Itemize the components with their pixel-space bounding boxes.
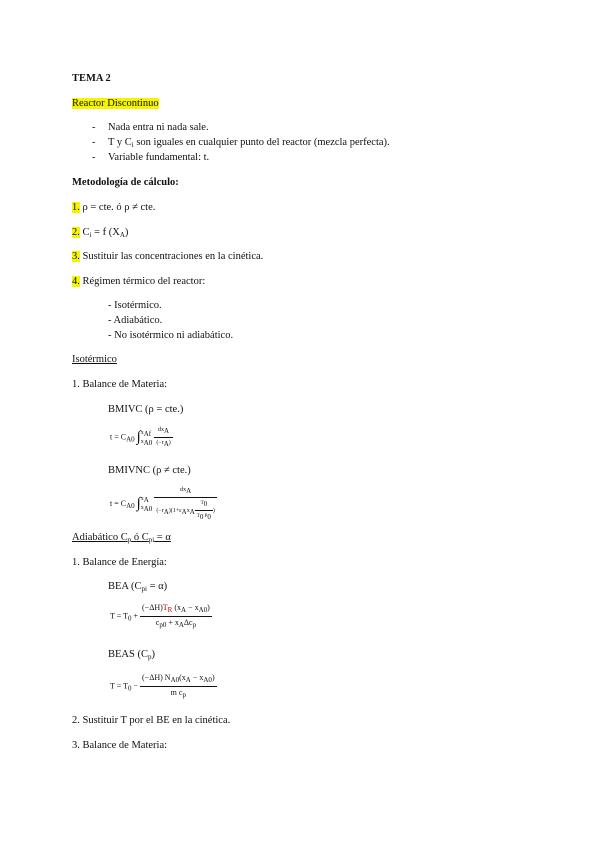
adiabatico-item-2: 2. Sustituir T por el BE en la cinética. xyxy=(72,715,231,726)
bmivnc-label: BMIVNC (ρ ≠ cte.) xyxy=(108,465,191,476)
section-heading-method: Metodología de cálculo: xyxy=(72,177,179,188)
adiabatico-item-3: 3. Balance de Materia: xyxy=(72,740,168,751)
regime-item: - Isotérmico. xyxy=(108,300,162,311)
bmivnc-formula: $t = C_{A0}$ $\int x_A$ $x_{A0}$ $dx_A$ $(-r_A)(1+\varepsilon_Ax_A$ $\frac{T_0}{T_0 P_0}$ ) xyxy=(110,487,215,521)
section-heading-isotermico: Isotérmico xyxy=(72,354,117,365)
list-item: - xyxy=(92,137,96,148)
section-heading-adiabatico: Adiabático $C_p$ ó $C_{pi} = \alpha$ xyxy=(72,532,171,544)
list-item: Variable fundamental: t. xyxy=(108,152,210,163)
method-step-4: 4. Régimen térmico del reactor: xyxy=(72,276,206,287)
bea-label: BEA $(C_{pi} = \alpha)$ xyxy=(108,581,168,593)
method-step-3: 3. Sustituir las concentraciones en la cinética. xyxy=(72,251,264,262)
adiabatico-item-1: 1. Balance de Energía: xyxy=(72,557,167,568)
beas-formula: $T = T_0$ − $\frac{(-\Delta H) N_{A0}(x_A - x_{A0})}{m c_p}$ xyxy=(110,673,215,699)
list-item: T y $C_i$ son iguales en cualquier punto del reactor (mezcla perfecta). xyxy=(108,137,390,149)
method-step-1: 1. ρ = cte. ó ρ ≠ cte. xyxy=(72,202,156,213)
list-item: - xyxy=(92,152,96,163)
section-heading-reactor: Reactor Discontinuo xyxy=(72,98,159,109)
regime-item: - Adiabático. xyxy=(108,315,163,326)
beas-label: BEAS $(C_p)$ xyxy=(108,649,155,661)
list-item: Nada entra ni nada sale. xyxy=(108,122,209,133)
isotermico-item-1: 1. Balance de Materia: xyxy=(72,379,168,390)
bmivc-formula: $t = C_{A0}$ $\int x_{Af}$ $x_{A0}$ $\frac{dx_A}{(-r_A)}$ xyxy=(110,427,171,448)
list-item: - xyxy=(92,122,96,133)
regime-item: - No isotérmico ni adiabático. xyxy=(108,330,234,341)
method-step-2: 2. $C_i = f$ $(X_A)$ xyxy=(72,227,129,239)
bea-formula: $T = T_0$ + $\frac{(-\Delta H)T_R (x_A - x_{A0})}{c_{p0} + x_A\Delta c_p}$ xyxy=(110,603,210,629)
bmivc-label: BMIVC (ρ = cte.) xyxy=(108,404,184,415)
page-title: TEMA 2 xyxy=(72,73,111,84)
